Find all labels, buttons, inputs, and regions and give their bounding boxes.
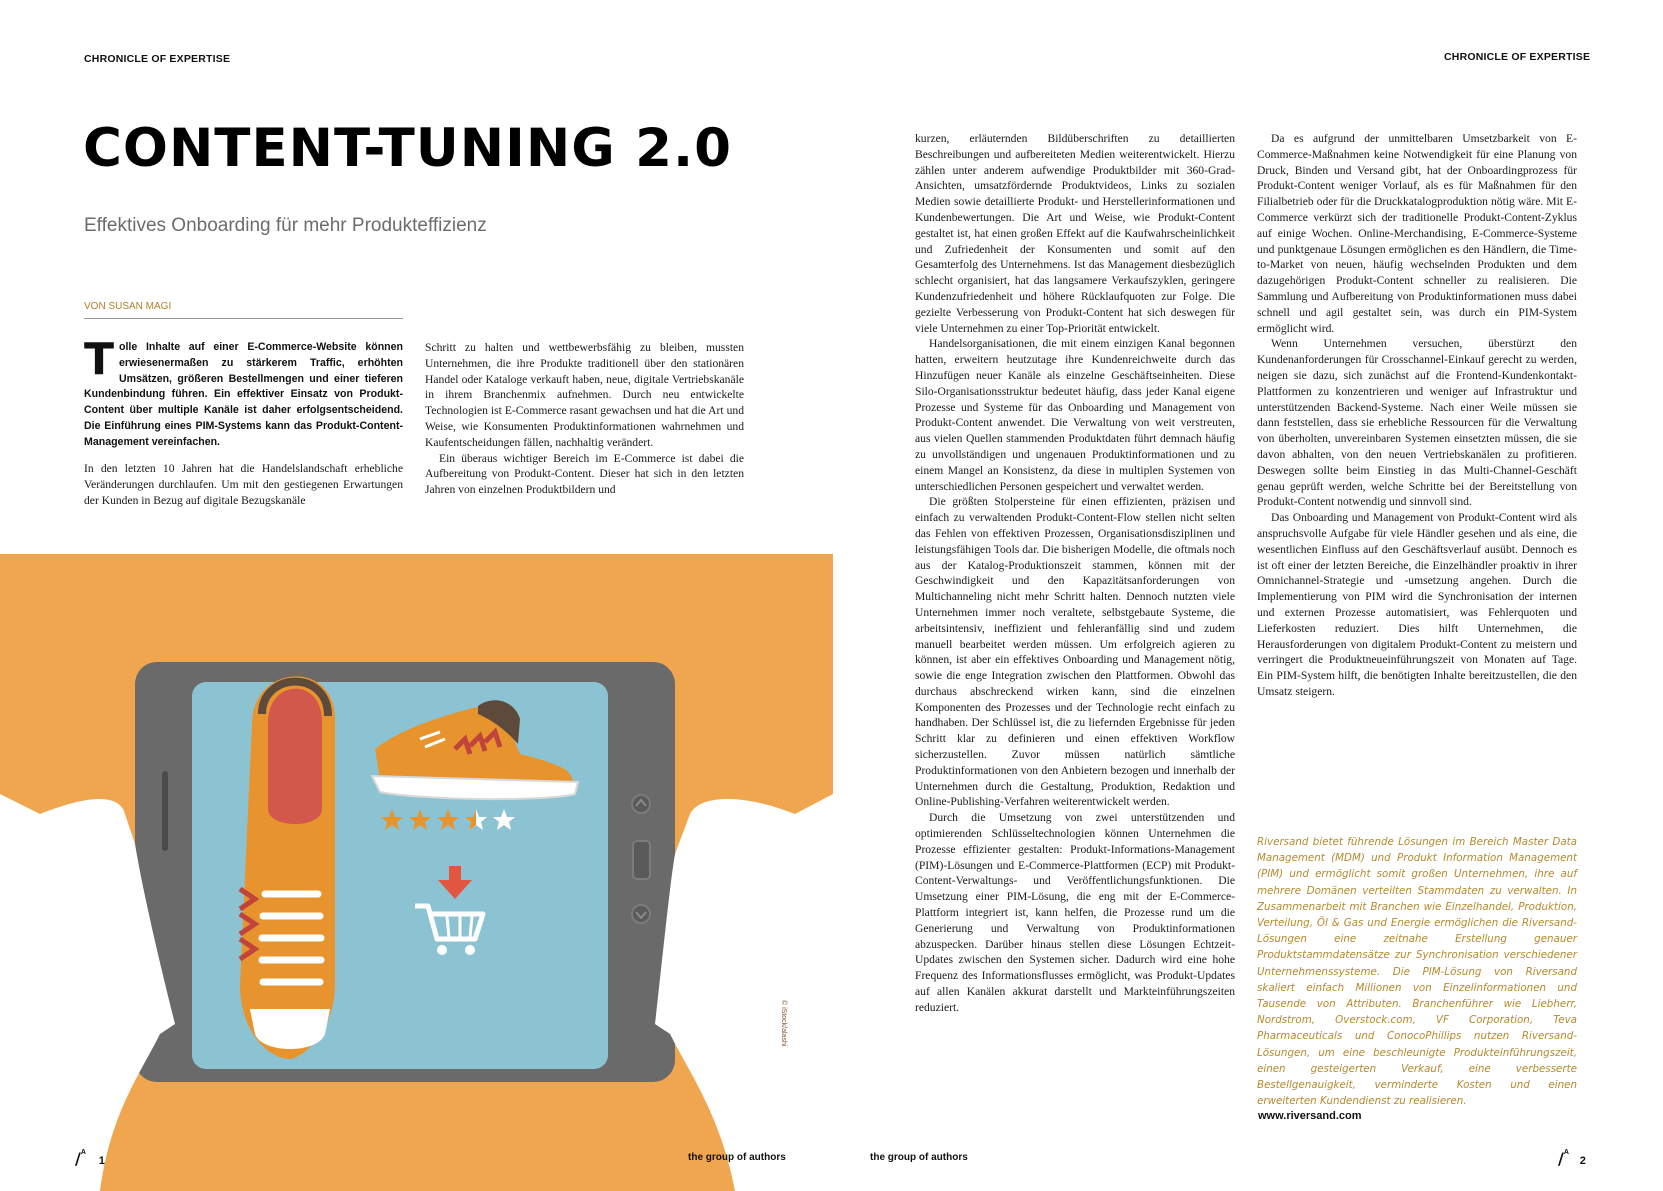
tablet-illustration	[0, 554, 833, 1191]
footer-right: /$^A$ 2	[1558, 1149, 1586, 1168]
shoe-top-view-icon	[240, 676, 335, 1059]
article-subtitle: Effektives Onboarding für mehr Produkteffizienz	[84, 215, 487, 236]
image-credit: © iStock/alashi	[780, 1000, 787, 1047]
paragraph: Durch die Umsetzung von zwei unterstützenden und optimierenden Schlüsseltechnologien können Unternehmen die Prozesse effizienter gestalten: Produkt-Informations-Management (PIM)-Lösungen und E-Commerce-Plattformen (ECP) mit Produkt-Content-Verwaltungs- und Veröffentlichungsfunktionen. Die Umsetzung einer PIM-Lösung, die eng mit der E-Commerce-Plattform integriert ist, kann helfen, die Prozesse rund um die Generierung und Verwaltung von Produktinformationen abzuspecken. Darüber hinaus stellen diese Lösungen Echtzeit-Updates zwischen den Systemen sicher. Dadurch wird eine hohe Frequenz des Informationsflusses ermöglicht, was Produkt-Updates auf allen Kanälen akkurat darstellt und Markteinführungszeiten reduziert.	[915, 811, 1235, 1014]
body-column-4	[1257, 131, 1577, 700]
paragraph: Handelsorganisationen, die mit einem einzigen Kanal begonnen hatten, erweitern heutzutage ihre Kundenreichweite durch das Hinzufügen neuer Kanäle als einzelne Geschäftseinheiten. Diese Silo-Organisationsstruktur bedeutet häufig, dass jeder Kanal eigene Prozesse und Systeme für das Onboarding und Management von Produkt-Content anwendet. Die Verwaltung von weit verstreuten, aus vielen Quellen stammenden Produktdaten führt demnach häufig zu unvollständigen und ungenauen Produktinformationen und zu einem Mangel an Konsistenz, da diese in multiplen Systemen von unterschiedlichen Personen gespeichert und verwaltet werden.	[915, 337, 1235, 493]
body-column-3	[915, 131, 1235, 1016]
article-title: CONTENT-TUNING 2.0	[83, 118, 733, 179]
tablet-side-button	[162, 771, 168, 851]
paragraph: Da es aufgrund der unmittelbaren Umsetzbarkeit von E-Commerce-Maßnahmen keine Notwendigkeit für eine Planung von Druck, Binden und Versand gibt, hat der Onboardingprozess für Produkt-Content weniger Vorlauf, als es für Maßnahmen für den Filialbetrieb oder für die Druckkatalogproduktion nötig wäre. Mit E-Commerce verkürzt sich der traditionelle Produkt-Content-Zyklus auf einige Wochen. Online-Merchandising, E-Commerce-Systeme und punktgenaue Lösungen ermöglichen es den Händlern, die Time-to-Market von neuen, häufig wechselnden Produkten und dem dazugehörigen Produkt-Content schneller zu realisieren. Die Sammlung und Aufbereitung von Produktinformationen muss dabei schnell und agil gestaltet sein, was durch ein PIM-System ermöglicht wird.	[1257, 132, 1577, 335]
scroll-down-icon	[632, 905, 650, 923]
section-label-right: CHRONICLE OF EXPERTISE	[1444, 51, 1591, 63]
lead-paragraph	[84, 334, 403, 451]
paragraph: Wenn Unternehmen versuchen, überstürzt den Kundenanforderungen für Crosschannel-Einkauf gerecht zu werden, neigen sie dazu, sich zunächst auf die Frontend-Kundenkontakt-Plattformen zu konzentrieren und weniger auf Infrastruktur und unterstützenden Backend-Systeme. Nach einer Weile müssen sie dann feststellen, dass sie erhebliche Ressourcen für die Verwaltung von überholten, unvereinbaren Systemen einsetzten müssen, die sie davon abhalten, von den neuen Vertriebskanälen zu profitieren. Deswegen sollte beim Einstieg in das Multi-Channel-Geschäft genau geprüft werden, welche Schritte bei der Bereitstellung von Produkt-Content notwendig und sinnvoll sind.	[1257, 337, 1577, 509]
company-bio: Riversand bietet führende Lösungen im Bereich Master Data Management (MDM) und Produkt Information Management (PIM) und ermöglicht somit großen Unternehmen, ihre auf mehrere Domänen verteilten Stammdaten zu verwalten. In Zusammenarbeit mit Branchen wie Einzelhandel, Produktion, Verteilung, Öl & Gas und Energie ermöglichen die Riversand-Lösungen eine zeitnahe Erstellung genauer Produktstammdatensätze zur Synchronisation verschiedener Unternehmenssysteme. Die PIM-Lösung von Riversand skaliert einfach Millionen von Einzelinformationen und Tausende von Attributen. Branchenführer wie Liebherr, Nordstrom, Overstock.com, VF Corporation, Teva Pharmaceuticals und ConocoPhillips nutzen Riversand-Lösungen, um eine beschleunigte Produkteinführungszeit, einen gesteigerten Verkauf, eine verbesserte Bestellgenauigkeit, verminderte Kosten und einen erweiterten Kundendienst zu realisieren.	[1257, 836, 1577, 1108]
paragraph: Ein überaus wichtiger Bereich im E-Commerce ist dabei die Aufbereitung von Produkt-Content. Dieser hat sich in den letzten Jahren von einzelnen Produktbildern und	[425, 451, 744, 497]
scroll-up-icon	[632, 795, 650, 813]
body-column-1	[84, 461, 403, 508]
body-column-2	[425, 340, 744, 498]
byline: VON SUSAN MAGI	[84, 301, 403, 319]
paragraph: In den letzten 10 Jahren hat die Handelslandschaft erhebliche Veränderungen durchlaufen. Um mit den gestiegenen Erwartungen der Kunden in Bezug auf digitale Bezugskanäle	[84, 462, 403, 507]
drop-cap: T	[84, 334, 115, 385]
lead-text: olle Inhalte auf einer E-Commerce-Website können erwiesenermaßen zu stärkerem Traffic, erhöhten Umsätzen, größeren Bestellmengen und einer tieferen Kundenbindung führen. Ein effektiver Einsatz von Produkt-Content über multiple Kanäle ist daher erfolgsentscheidend. Die Einführung eines PIM-Systems kann das Produkt-Content-Management vereinfachen.	[84, 341, 403, 448]
publisher-logo-icon: /	[75, 1149, 81, 1168]
paragraph: Schritt zu halten und wettbewerbsfähig zu bleiben, mussten Unternehmen, die ihre Produkte traditionell über den stationären Handel oder Kataloge verkauft haben, neue, digitale Vertriebskanäle in ihrem Branchenmix aufnehmen. Durch neu entwickelte Technologien ist E-Commerce rasant gewachsen und hat die Art und Weise, wie Konsumenten Produktinformationen wahrnehmen und Kaufentscheidungen fällen, nachhaltig verändert.	[425, 341, 744, 449]
footer-left: /$^A$ 1	[75, 1149, 105, 1168]
page-number-right: 2	[1579, 1155, 1586, 1167]
paragraph: kurzen, erläuternden Bildüberschriften zu detaillierten Beschreibungen und aufbereiteten Medien weiterentwickelt. Hierzu zählen unter anderem aufwendige Produktbilder mit 360-Grad-Ansichten, umsatzfördernde Produktvideos, Links zu sozialen Medien sowie detaillierte Produkt- und Herstellerinformationen und Kundenbewertungen. Die Art und Weise, wie Produkt-Content gestaltet ist, hat einen großen Effekt auf die Kaufwahrscheinlichkeit und Zufriedenheit der Konsumenten und somit auf den Gesamterfolg des Unternehmens. Ist das Management diesbezüglich schlecht organisiert, hat das langsamere Verkaufszyklen, geringere Kundenzufriedenheit und höhere Rücklaufquoten zur Folge. Die gezielte Verbesserung von Produkt-Content hat sich deswegen für viele Unternehmen zu einer Top-Priorität entwickelt.	[915, 132, 1235, 335]
home-button	[633, 841, 650, 879]
paragraph: Das Onboarding und Management von Produkt-Content wird als anspruchsvolle Aufgabe für viele Händler gesehen und als eine, die wesentlichen Einfluss auf den Geschäftsverlauf ausübt. Dennoch es ist oft einer der letzten Bereiche, die Einzelhändler proaktiv in ihrer Omnichannel-Strategie und -umsetzung angehen. Durch die Implementierung von PIM wird die Synchronisation der internen und externen Prozesse automatisiert, was Fehlerquoten und Lieferkosten reduziert. Dies hilft Unternehmen, die Herausforderungen von digitalem Produkt-Content zu meistern und verringert die Produktneueinführungszeit von Monaten auf Tage. Ein PIM-System hilft, die benötigten Inhalte bereitzustellen, die den Umsatz steigern.	[1257, 511, 1577, 698]
section-label-left: CHRONICLE OF EXPERTISE	[84, 53, 231, 65]
page-number-left: 1	[98, 1155, 105, 1167]
publisher-left: the group of authors	[688, 1152, 786, 1163]
paragraph: Die größten Stolpersteine für einen effizienten, präzisen und einfach zu verwaltenden Produkt-Content-Flow stellen nicht selten das Fehlen von effektiven Prozessen, Organisationsdisziplinen und leistungsfähigen Tools dar. Die bisherigen Modelle, die oftmals noch aus der Katalog-Produktionszeit stammen, können mit der Geschwindigkeit und den Kapazitätsanforderungen von Multichanneling nicht mehr Schritt halten. Dennoch nutzten viele Unternehmen immer noch veraltete, selbstgebaute Systeme, die arbeitsintensiv, ineffizient und fehleranfällig sind und zudem manuell bearbeitet werden müssen. Um erfolgreich agieren zu können, ist aber ein effektives Onboarding und Management nötig, sowie die enge Integration zwischen den Plattformen. Obwohl das durchaus abschreckend wirken kann, sind die einzelnen Komponenten des Prozesses und der Technologie recht einfach zu handhaben. Der Schlüssel ist, die zu liefernden Ergebnisse für jeden Schritt klar zu definieren und einen effektiven Workflow sicherzustellen. Zuvor müssen natürlich sämtliche Produktinformationen von den Anbietern bezogen und innerhalb der Unternehmen durch die Gestaltung, Produktion, Redaktion und Online-Publishing-Verfahren weiterentwickelt werden.	[915, 495, 1235, 809]
publisher-logo-icon: /	[1558, 1149, 1564, 1168]
company-url[interactable]: www.riversand.com	[1258, 1110, 1362, 1122]
publisher-right: the group of authors	[870, 1152, 968, 1163]
